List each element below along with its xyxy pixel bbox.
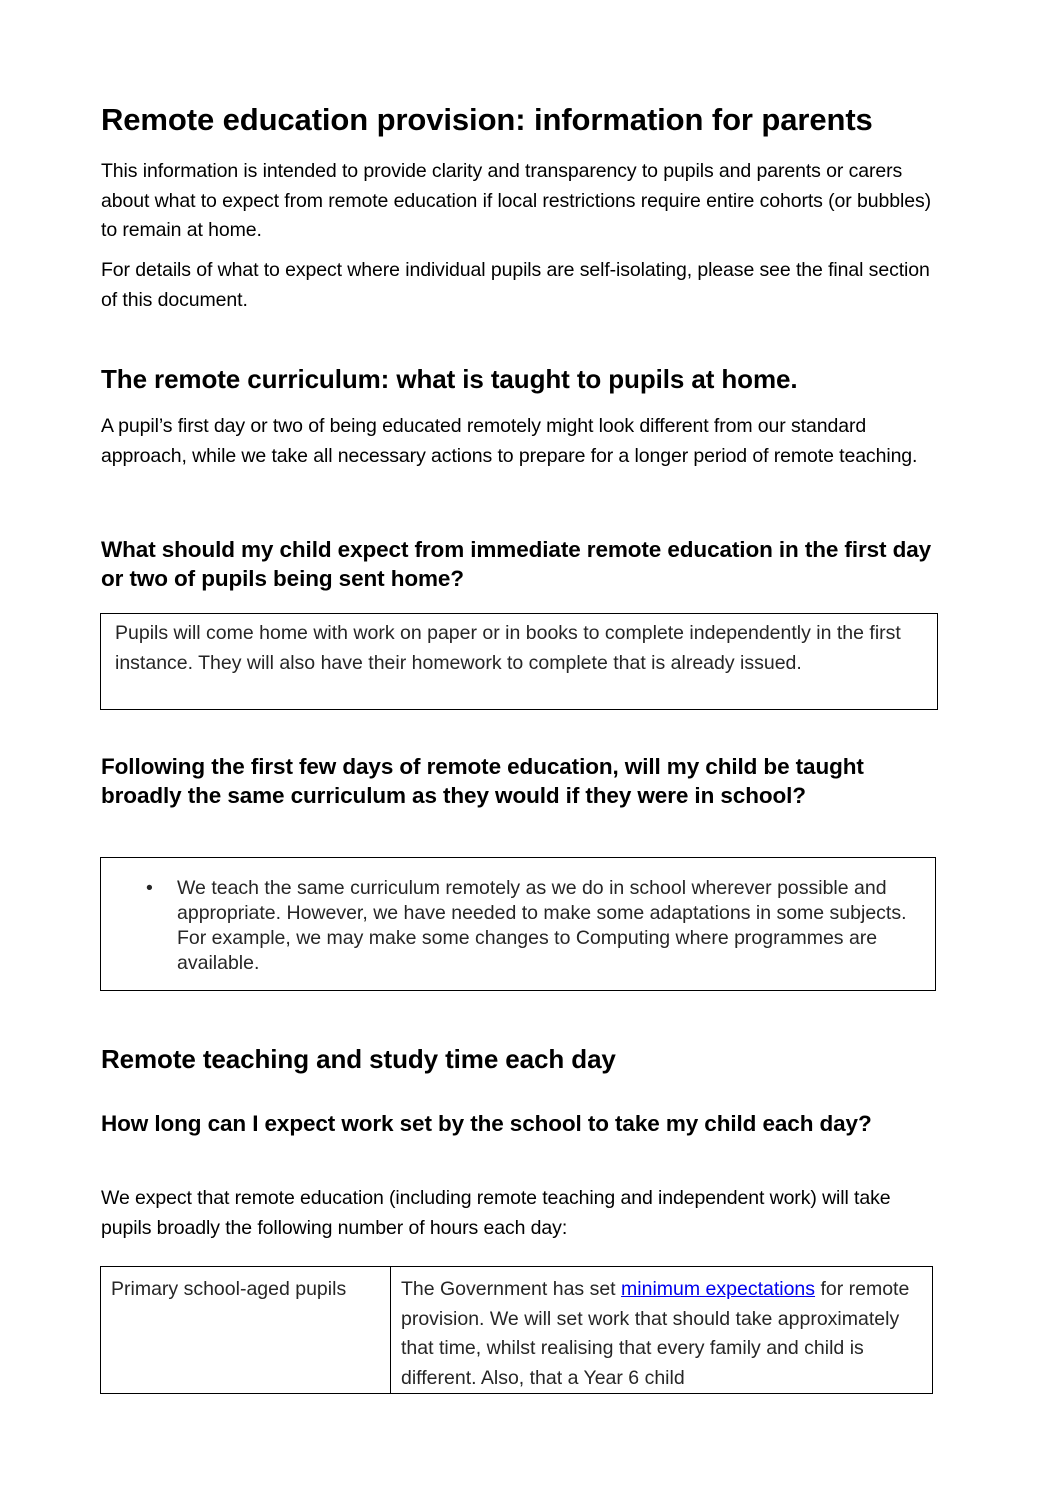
answer-list-same-curriculum xyxy=(101,876,915,976)
section-heading-curriculum: The remote curriculum: what is taught to pupils at home. xyxy=(101,364,798,394)
minimum-expectations-link[interactable]: minimum expectations xyxy=(621,1278,816,1300)
question-heading-work-duration: How long can I expect work set by the school to take my child each day? xyxy=(101,1111,872,1136)
hours-table xyxy=(100,1266,933,1394)
answer-box-same-curriculum xyxy=(100,857,936,991)
curriculum-paragraph: A pupil’s first day or two of being educated remotely might look different from our standard approach, while we take all necessary actions to prepare for a longer period of remote teaching. xyxy=(101,415,918,467)
answer-text-immediate-education: Pupils will come home with work on paper or in books to complete independently in the first instance. They will also have their homework to complete that is already issued. xyxy=(115,622,901,674)
question-heading-immediate-education: What should my child expect from immediate remote education in the first day or two of pupils being sent home? xyxy=(101,537,932,591)
question-heading-same-curriculum: Following the first few days of remote education, will my child be taught broadly the same curriculum as they would if they were in school? xyxy=(101,754,864,808)
answer-text-same-curriculum: We teach the same curriculum remotely as we do in school wherever possible and appropriate. However, we have needed to make some adaptations in some subjects. For example, we may make some changes to Computing where programmes are available. xyxy=(177,877,907,974)
intro-paragraph-2: For details of what to expect where individual pupils are self-isolating, please see the final section of this document. xyxy=(101,259,930,311)
intro-paragraph-1: This information is intended to provide clarity and transparency to pupils and parents or carers about what to expect from remote education if local restrictions require entire cohorts (or bubbles) to remain at home. xyxy=(101,160,931,241)
bullet-icon: • xyxy=(146,877,153,899)
section-heading-study-time: Remote teaching and study time each day xyxy=(101,1044,616,1074)
work-duration-paragraph: We expect that remote education (including remote teaching and independent work) will take pupils broadly the following number of hours each day: xyxy=(101,1187,891,1239)
table-row xyxy=(101,1267,933,1394)
page-title: Remote education provision: information for parents xyxy=(101,102,873,137)
list-item xyxy=(101,876,915,976)
table-cell-pupil-group: Primary school-aged pupils xyxy=(101,1267,391,1394)
answer-box-immediate-education xyxy=(100,613,938,710)
table-cell-expectation: The Government has set minimum expectations for remote provision. We will set work that should take approximately that time, whilst realising that every family and child is different. Also, that a Year 6 child xyxy=(391,1267,933,1394)
